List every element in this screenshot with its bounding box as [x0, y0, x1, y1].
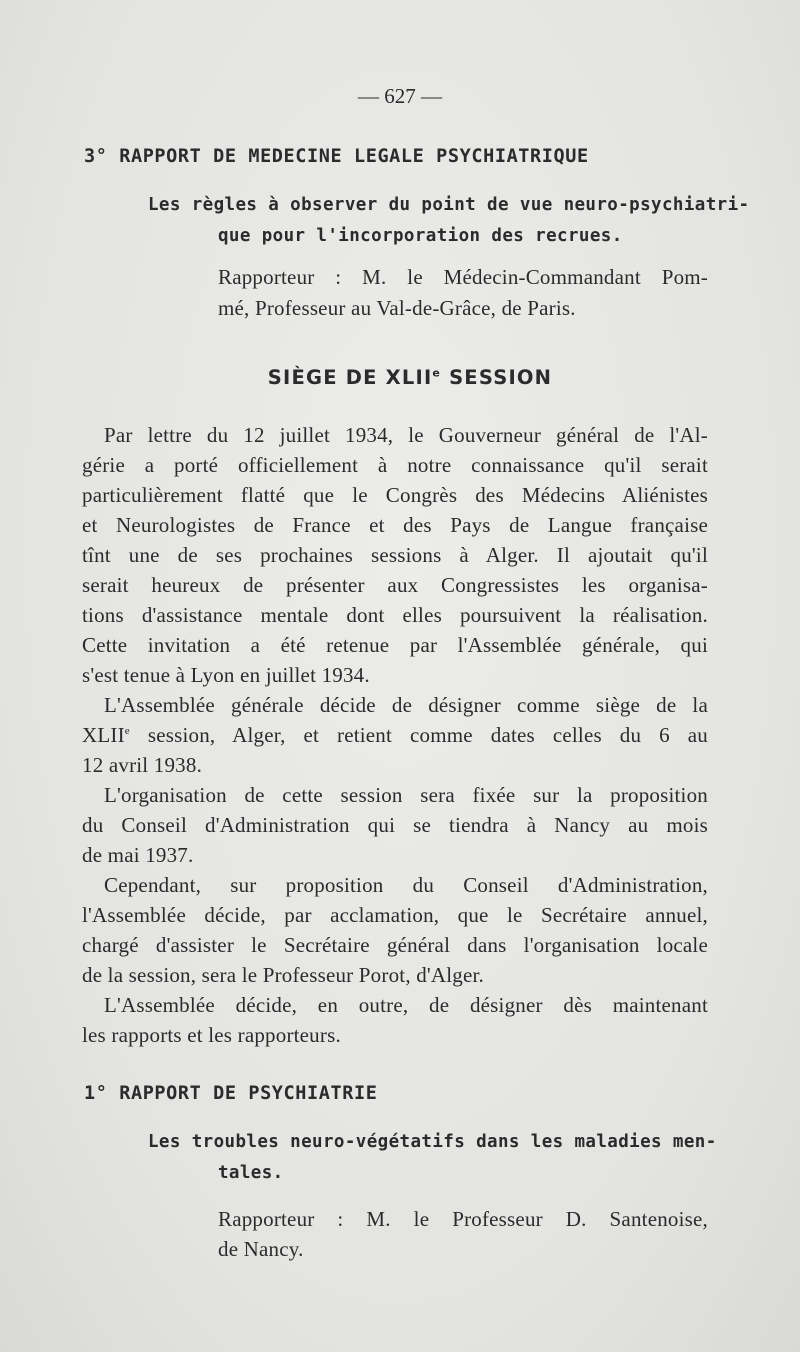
- para4-line-2: l'Assemblée décide, par acclamation, que le Secrétaire annuel,: [82, 903, 708, 927]
- para1-line-7: tions d'assistance mentale dont elles poursuivent la réalisation.: [82, 603, 708, 627]
- para3-line-3: de mai 1937.: [82, 843, 194, 867]
- siege-heading-post: SESSION: [441, 366, 553, 389]
- siege-heading-pre: SIÈGE DE XLII: [267, 366, 433, 389]
- para3-line-2: du Conseil d'Administration qui se tiendra à Nancy au mois: [82, 813, 708, 837]
- para1-line-6: serait heureux de présenter aux Congressistes les organisa-: [82, 573, 708, 597]
- para2-line-2-pre: XLII: [82, 723, 125, 747]
- para4-line-1: Cependant, sur proposition du Conseil d'Administration,: [104, 873, 708, 897]
- section-3-heading: 3° RAPPORT DE MEDECINE LEGALE PSYCHIATRIQUE: [84, 146, 589, 167]
- section-3-topic-line-2: que pour l'incorporation des recrues.: [218, 226, 623, 246]
- section-3-rapporteur-line-1: Rapporteur : M. le Médecin-Commandant Pom-: [218, 265, 708, 289]
- section-3-topic-line-1: Les règles à observer du point de vue neuro-psychiatri-: [148, 195, 750, 215]
- para1-line-1: Par lettre du 12 juillet 1934, le Gouverneur général de l'Al-: [104, 423, 708, 447]
- para3-line-1: L'organisation de cette session sera fixée sur la proposition: [104, 783, 708, 807]
- para2-line-2: [82, 723, 708, 748]
- para2-line-2-sup: e: [124, 725, 130, 737]
- section-3-rapporteur-line-2: mé, Professeur au Val-de-Grâce, de Paris.: [218, 296, 576, 320]
- para1-line-5: tînt une de ses prochaines sessions à Alger. Il ajoutait qu'il: [82, 543, 708, 567]
- para1-line-8: Cette invitation a été retenue par l'Assemblée générale, qui: [82, 633, 708, 657]
- para5-line-2: les rapports et les rapporteurs.: [82, 1023, 341, 1047]
- section-1-topic-line-1: Les troubles neuro-végétatifs dans les maladies men-: [148, 1132, 717, 1152]
- para2-line-3: 12 avril 1938.: [82, 753, 203, 777]
- page-number: — 627 —: [358, 84, 442, 108]
- siege-heading: [0, 366, 800, 389]
- para1-line-4: et Neurologistes de France et des Pays de Langue française: [82, 513, 708, 537]
- para5-line-1: L'Assemblée décide, en outre, de désigner dès maintenant: [104, 993, 708, 1017]
- para1-line-2: gérie a porté officiellement à notre connaissance qu'il serait: [82, 453, 708, 477]
- para2-line-2-post: session, Alger, et retient comme dates celles du 6 au: [129, 723, 708, 747]
- para1-line-3: particulièrement flatté que le Congrès des Médecins Aliénistes: [82, 483, 708, 507]
- section-1-topic-line-2: tales.: [218, 1163, 284, 1183]
- siege-heading-sup: e: [432, 366, 442, 380]
- para4-line-3: chargé d'assister le Secrétaire général dans l'organisation locale: [82, 933, 708, 957]
- section-1-rapporteur-line-1: Rapporteur : M. le Professeur D. Santenoise,: [218, 1207, 708, 1231]
- section-1-heading: 1° RAPPORT DE PSYCHIATRIE: [84, 1083, 378, 1104]
- para1-line-9: s'est tenue à Lyon en juillet 1934.: [82, 663, 370, 687]
- section-1-rapporteur-line-2: de Nancy.: [218, 1237, 304, 1261]
- para4-line-4: de la session, sera le Professeur Porot, d'Alger.: [82, 963, 485, 987]
- para2-line-1: L'Assemblée générale décide de désigner comme siège de la: [104, 693, 708, 717]
